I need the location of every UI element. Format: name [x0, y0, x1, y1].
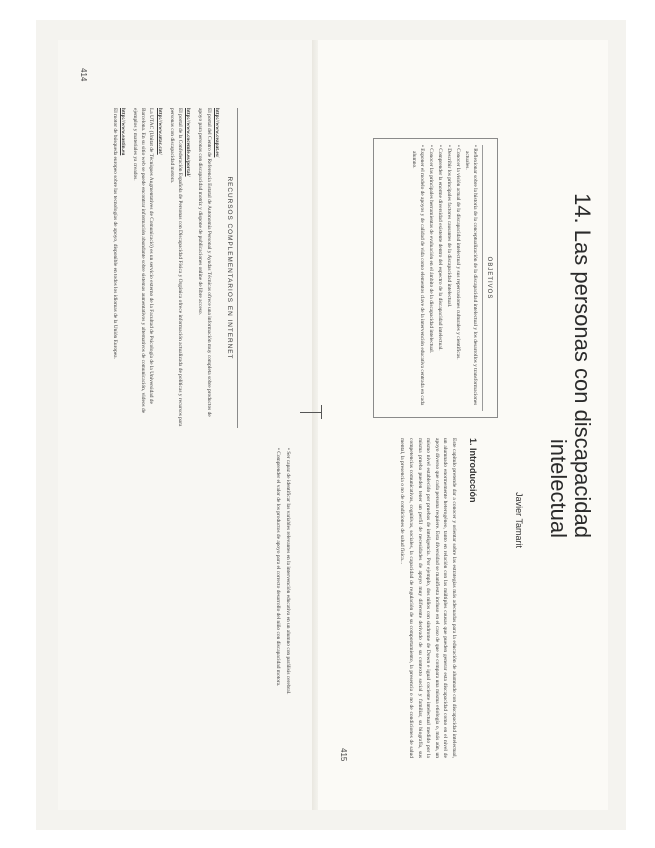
author-name: Javier Tamarit [514, 492, 524, 548]
resource-description: El portal del Centro de Referencia Estatal de Autonomía Personal y Ayudas Técnicas ofrece una información muy completa sobre productos de apoyo para personas con discapacidad motriz y dispone de publicaciones online de libre acceso. [197, 108, 212, 417]
intro-paragraph: Este capítulo pretende dar a conocer y orientar sobre las estrategias más adecuadas para la educación de alumnado con discapacidad intelectual, un alumnado enormemente heterogéneo, tanto en relación con las múltiples causas que pueden generar esta discapacidad como en el nivel de apoyo diverso que cada persona requiere. Esta diversidad se manifiesta incluso en el caso de que se compara una misma etiología o, más aún, un mismo nivel establecido por pruebas de inteligencia. Por ejemplo, dos niños con síndrome de Down e igual cociente intelectual medido por la misma prueba pueden tener un perfil de necesidades de apoyo muy diferente derivado de su contexto social y familiar, su biografía, sus competencias comunicativas, cognitivas, sociales, la capacidad de regulación de su comportamiento, la presencia o no de condiciones de salud mental, la presencia o no de condiciones de salud física... [399, 438, 457, 758]
chapter-number: 14. [570, 193, 595, 224]
chapter-title [546, 128, 594, 538]
resource-link[interactable]: http://www.utac.cat/ [156, 108, 163, 155]
gutter-mark-vertical [321, 405, 322, 419]
right-page-content [323, 48, 598, 808]
objectives-heading: OBJETIVOS [482, 145, 493, 411]
resources-heading: RECURSOS COMPLEMENTARIOS EN INTERNET [226, 176, 233, 360]
objective-item: • Conocer las principales herramientas de evaluación en el ámbito de la discapacidad intelectual. [427, 145, 435, 411]
gutter-mark [300, 412, 322, 413]
resource-link[interactable]: http://www.cocemfe.es/portal/ [185, 108, 192, 177]
left-page-content [60, 48, 300, 808]
page-number: 415 [339, 748, 348, 762]
objective-item: • Conocer la visión actual de la discapacidad intelectual y sus repercusiones culturales y científicas. [454, 145, 462, 411]
bullet-item: • Comprender el valor de los productos de apoyo para el correcto desarrollo del niño con discapacidad motora. [274, 448, 282, 798]
objective-item: • Comprender la enorme diversidad existente dentro del espectro de la discapacidad intelectual. [436, 145, 444, 411]
resources-box [68, 108, 238, 428]
resource-description: El portal de la Confederación Española de Personas con Discapacidad Física y Orgánica ofrece información actualizada de políticas y recursos para personas con discapacidad motora. [168, 108, 183, 427]
resource-description: El motor de búsqueda europeo sobre las tecnologías de apoyo, disponible en todos los idiomas de la Unión Europea. [111, 108, 118, 359]
objective-item: • Reflexionar sobre la historia de la conceptualización de la discapacidad intelectual y los desarrollos y transformaciones actuales. [463, 145, 479, 411]
bullet-item: • Ser capaz de identificar las variables relevantes en la intervención educativa en un alumno con parálisis cerebral. [284, 448, 292, 798]
objective-item: • Exponer el modelo de apoyos y de calidad de vida como elementos clave de la intervención educativa centrada en cada alumno. [410, 145, 426, 411]
resource-description: La UTAC (Unitat de Tècniques Augmentatives de Comunicació) es un servicio externo de la Facultad de Psicología de la Universidad de Barcelona. En su sitio web se puede encontrar información abundante sobre sistemas aumentativos y alternativos de comunicación, videos de ejemplos y materiales ya creados. [131, 108, 155, 414]
section-title: 1. Introducción [468, 438, 478, 503]
resource-link[interactable]: http://www.ceapat.es/ [213, 108, 220, 158]
objective-item: • Describir los principales factores causantes de la discapacidad intelectual. [445, 145, 453, 411]
chapter-title-text: Las personas con discapacidad intelectual [546, 229, 595, 538]
page-number: 414 [79, 68, 88, 82]
objectives-box [373, 138, 498, 418]
objective-bullets [272, 448, 292, 798]
resource-link[interactable]: http://www.eastin.eu [119, 108, 126, 156]
